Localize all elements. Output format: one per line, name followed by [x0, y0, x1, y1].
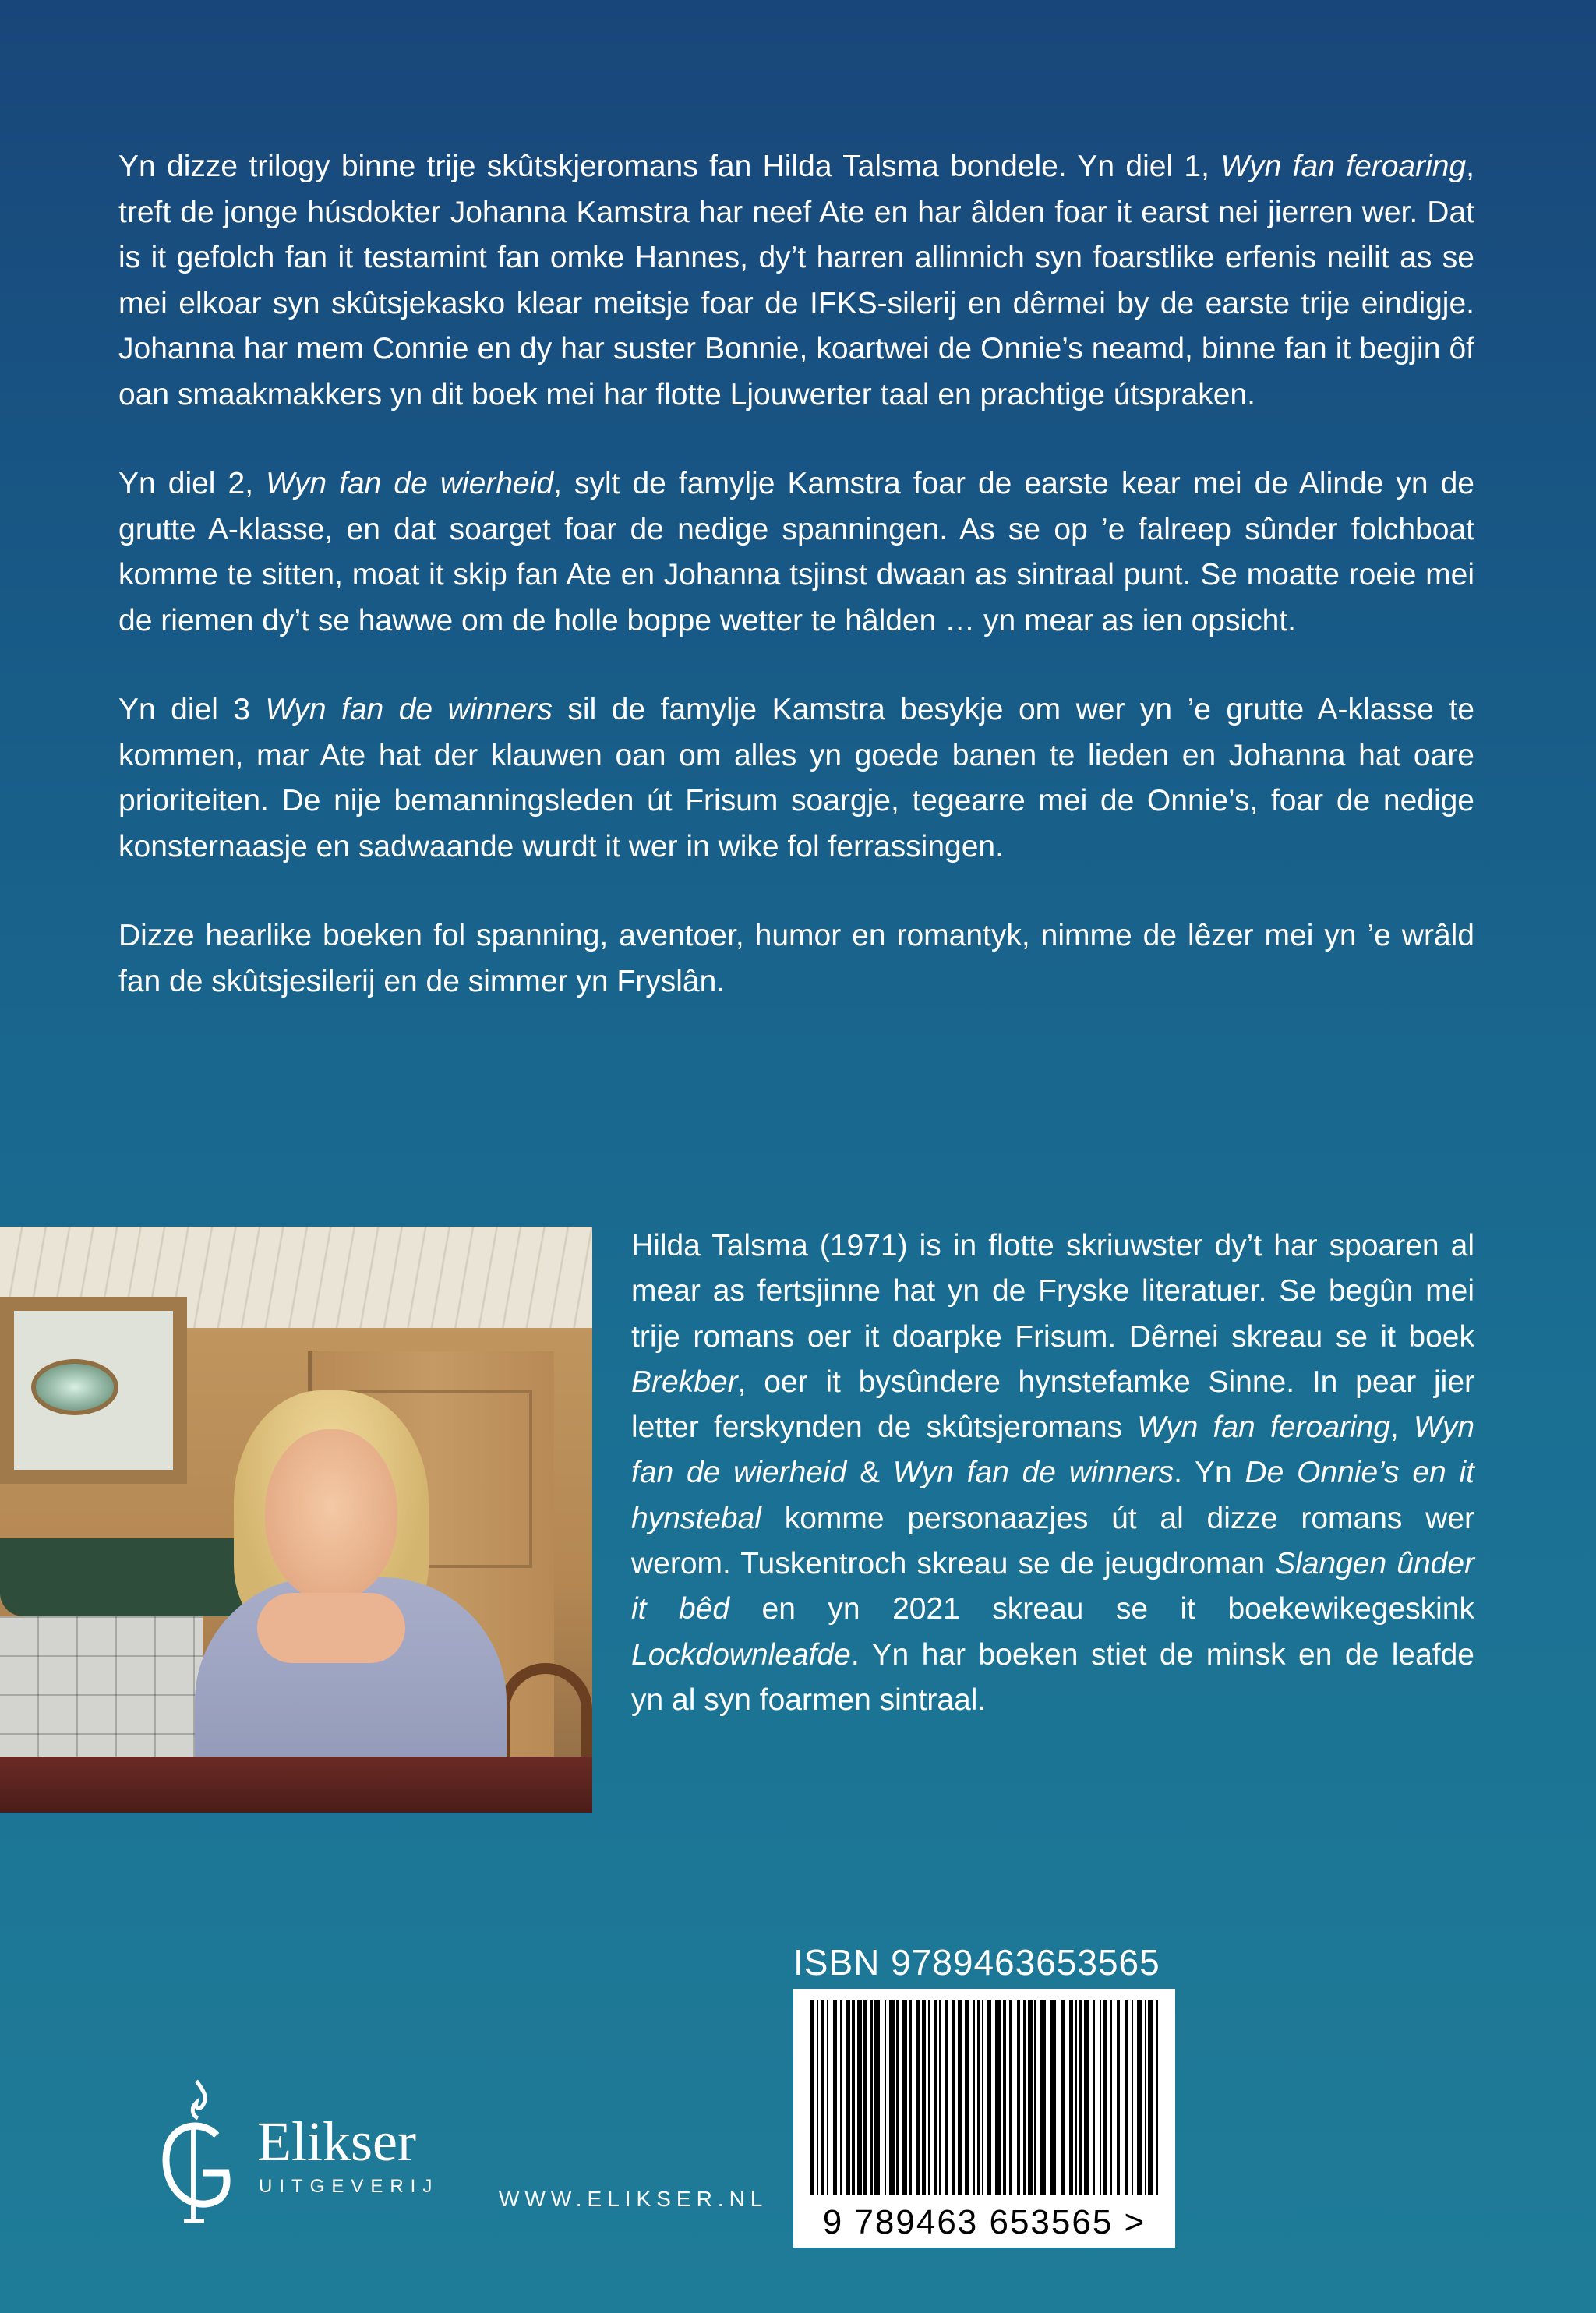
blurb-paragraph-4: Dizze hearlike boeken fol spanning, aventoer, humor en romantyk, nimme de lêzer mei yn ’e wrâld fan de skûtsjesilerij en de simmer yn Fryslân. [118, 919, 1474, 998]
isbn-label: ISBN 9789463653565 [793, 1942, 1160, 1983]
author-bio: Hilda Talsma (1971) is in flotte skriuwster dy’t har spoaren al mear as fertsjinne hat yn de Fryske literatuer. Se begûn mei trije romans oer it doarpke Frisum. Dêrnei skreau se it boek Brekber, oer it bysûndere hynstefamke Sinne. In pear jier letter ferskynden de skûtsjeromans Wyn fan feroaring, Wyn fan de wierheid & Wyn fan de winners. Yn De Onnie’s en it hynstebal komme personaazjes út al dizze romans wer werom. Tuskentroch skreau se de jeugdroman Slangen ûnder it bêd en yn 2021 skreau se it boekewikegeskink Lockdownleafde. Yn har boeken stiet de minsk en de leafde yn al syn foarmen sintraal. [631, 1229, 1475, 1717]
publisher-website: WWW.ELIKSER.NL [499, 2187, 768, 2211]
barcode-digits: 9 789463 653565 > [822, 2203, 1146, 2241]
blurb-text: , sylt de famylje Kamstra foar de earste kear mei de Alinde yn de grutte A-klasse, en dat soarget foar de nedige spanningen. As se op ’e falreep sûnder folchboat komme te sitten, moat it skip fan Ate en Johanna tsjinst dwaan as sintraal punt. Se moatte roeie mei de riemen dy’t se hawwe om de holle boppe wetter te hâlden … yn mear as ien opsicht. [118, 467, 1474, 637]
book-title: Wyn fan de winners [265, 693, 553, 726]
publisher-sub: UITGEVERIJ [259, 2176, 440, 2197]
publisher-logo-icon [148, 2073, 249, 2229]
barcode [793, 1989, 1175, 2248]
book-title: Wyn fan feroaring [1220, 150, 1467, 183]
blurb-text: , treft de jonge húsdokter Johanna Kamstra har neef Ate en har âlden foar it earst nei jierren wer. Dat is it gefolch fan it testamint fan omke Hannes, dy’t harren allinnich syn foarstlike erfenis neilit as se mei elkoar syn skûtsjekasko klear meitsje foar de IFKS-silerij en dêrmei by de earste trije eindigje. Johanna har mem Connie en dy har suster Bonnie, koartwei de Onnie’s neamd, binne fan it begjin ôf oan smaakmakkers yn dit boek mei har flotte Ljouwerter taal en prachtige útspraken. [118, 150, 1474, 411]
blurb-paragraph-2 [118, 461, 1474, 644]
barcode-icon [807, 2000, 1161, 2195]
publisher-name: Elikser [257, 2110, 416, 2173]
author-photo [0, 1227, 592, 1813]
publisher-logo [148, 2073, 475, 2244]
blurb-paragraph-1 [118, 144, 1474, 418]
blurb-text: sil de famylje Kamstra besykje om wer yn ’e grutte A-klasse te kommen, mar Ate hat der klauwen oan om alles yn goede banen te lieden en Johanna hat oare prioriteiten. De nije bemanningsleden út Frisum soargje, tegearre mei de Onnie’s, foar de nedige konsternaasje en sadwaande wurdt it wer in wike fol ferrassingen. [118, 693, 1474, 863]
blurb-text: Yn diel 2, [118, 467, 267, 500]
book-title: Wyn fan de wierheid [266, 467, 554, 500]
blurb-paragraph-3 [118, 687, 1474, 870]
back-cover-blurb [118, 144, 1474, 1048]
blurb-text: Yn diel 3 [118, 693, 266, 726]
blurb-text: Yn dizze trilogy binne trije skûtskjeromans fan Hilda Talsma bondele. Yn diel 1, [118, 150, 1221, 183]
